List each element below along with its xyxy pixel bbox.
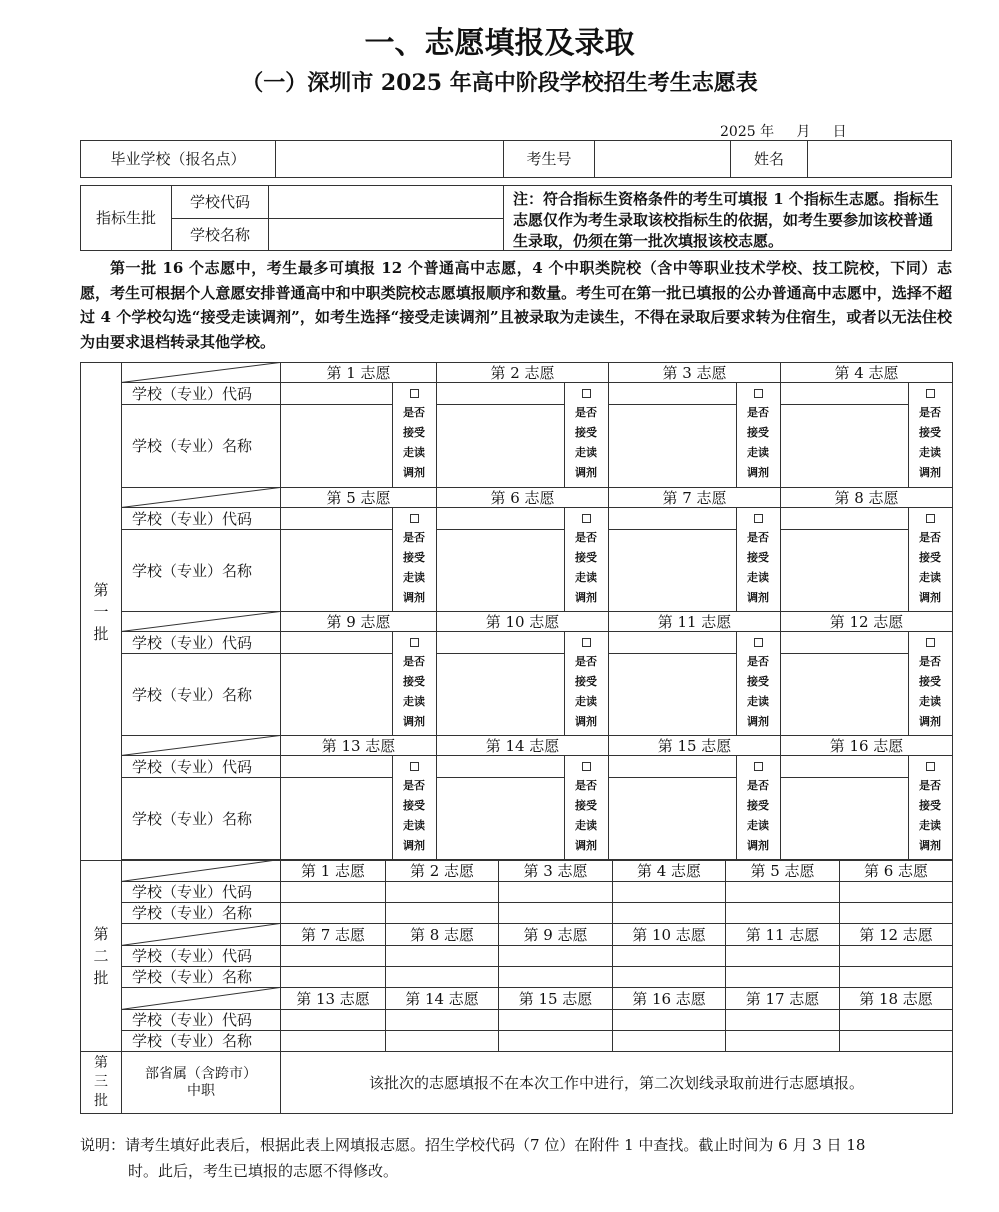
commute-adjust-label: 接受 [919,799,941,812]
batch2-name-field[interactable] [280,1030,386,1052]
commute-adjust-label: 调剂 [919,839,941,852]
quota-name-label: 学校名称 [171,218,269,251]
commute-adjust-label: 走读 [919,819,941,832]
batch1-name-field[interactable] [436,404,565,488]
commute-adjust-label: 调剂 [747,466,769,479]
commute-adjust-label: 是否 [747,406,769,419]
commute-adjust-label: 走读 [919,695,941,708]
batch1-code-field[interactable] [608,382,737,405]
commute-adjust-label: 是否 [575,779,597,792]
commute-adjust-label: 走读 [403,695,425,708]
commute-adjust-label: 是否 [403,779,425,792]
batch1-choice-header: 第 14 志愿 [436,735,609,756]
form-subtitle: （一）深圳市 2025 年高中阶段学校招生考生志愿表 [241,70,758,96]
batch2-name-field[interactable] [839,902,953,924]
commute-adjust-label: 调剂 [747,839,769,852]
commute-adjust-label: 走读 [575,446,597,459]
commute-adjust-label: 走读 [403,446,425,459]
batch1-choice-header: 第 16 志愿 [780,735,953,756]
batch1-choice-header: 第 3 志愿 [608,362,781,383]
batch2-choice-header: 第 1 志愿 [280,859,386,882]
batch1-choice-header: 第 7 志愿 [608,487,781,508]
batch2-code-field[interactable] [385,945,499,967]
commute-adjust-label: 走读 [747,446,769,459]
commute-adjust-label: 是否 [403,655,425,668]
commute-adjust-label: 走读 [747,695,769,708]
batch2-code-field[interactable] [725,881,840,903]
batch2-name-field[interactable] [498,966,613,988]
batch2-code-field[interactable] [280,945,386,967]
batch2-name-field[interactable] [280,966,386,988]
commute-adjust-label: 调剂 [575,715,597,728]
batch2-code-field[interactable] [385,881,499,903]
batch2-name-field[interactable] [498,902,613,924]
commute-adjust-checkbox[interactable] [582,638,591,647]
batch2-name-field[interactable] [385,1030,499,1052]
batch2-code-field[interactable] [498,945,613,967]
batch2-code-field[interactable] [280,1009,386,1031]
school-field[interactable] [275,140,504,178]
batch1-name-field[interactable] [608,404,737,488]
batch2-choice-header: 第 9 志愿 [498,923,613,946]
batch2-code-field[interactable] [839,1009,953,1031]
batch1-label-cell [80,362,122,861]
commute-adjust-label: 调剂 [575,591,597,604]
batch2-name-field[interactable] [725,1030,840,1052]
batch2-choice-header: 第 14 志愿 [385,987,499,1010]
batch2-label: 第 二 批 [93,925,109,987]
batch2-choice-header: 第 8 志愿 [385,923,499,946]
row-label-name: 学校（专业）名称 [121,777,281,861]
commute-adjust-label: 是否 [919,655,941,668]
name-field[interactable] [807,140,952,178]
quota-name-field[interactable] [268,218,504,251]
batch2-choice-header: 第 10 志愿 [612,923,726,946]
commute-adjust-label: 是否 [747,655,769,668]
commute-adjust-checkbox[interactable] [754,638,763,647]
commute-adjust-checkbox[interactable] [926,514,935,523]
batch3-label: 第 三 批 [94,1055,108,1109]
batch2-code-field[interactable] [612,1009,726,1031]
batch2-code-field[interactable] [498,881,613,903]
batch1-choice-header: 第 11 志愿 [608,611,781,632]
commute-adjust-label: 接受 [575,799,597,812]
commute-adjust-label: 是否 [919,779,941,792]
commute-adjust-label: 接受 [747,426,769,439]
commute-adjust-label: 接受 [403,426,425,439]
commute-adjust-label: 接受 [575,426,597,439]
batch1-choice-header: 第 6 志愿 [436,487,609,508]
batch1-code-field[interactable] [608,631,737,654]
exam-number-field[interactable] [594,140,731,178]
batch2-code-field[interactable] [839,945,953,967]
commute-adjust-label: 调剂 [747,715,769,728]
commute-adjust-label: 走读 [747,571,769,584]
commute-adjust-label: 调剂 [403,466,425,479]
commute-adjust-label: 调剂 [575,466,597,479]
batch1-name-field[interactable] [280,653,393,736]
commute-adjust-label: 是否 [919,406,941,419]
commute-adjust-label: 是否 [575,531,597,544]
commute-adjust-label: 走读 [403,571,425,584]
batch2-choice-header: 第 15 志愿 [498,987,613,1010]
commute-adjust-label: 接受 [575,551,597,564]
batch1-name-field[interactable] [280,404,393,488]
batch2-choice-header: 第 2 志愿 [385,859,499,882]
commute-adjust-label: 接受 [403,675,425,688]
row-label-name: 学校（专业）名称 [121,1030,281,1052]
commute-adjust-label: 走读 [575,819,597,832]
batch3-label-cell [80,1051,122,1114]
commute-adjust-label: 接受 [575,675,597,688]
batch1-name-field[interactable] [608,653,737,736]
batch2-name-field[interactable] [612,966,726,988]
batch1-choice-header: 第 5 志愿 [280,487,437,508]
batch3-note: 该批次的志愿填报不在本次工作中进行，第二次划线录取前进行志愿填报。 [280,1051,953,1114]
commute-adjust-label: 是否 [747,779,769,792]
batch2-name-field[interactable] [725,966,840,988]
batch1-name-field[interactable] [280,777,393,861]
batch1-code-field[interactable] [436,631,565,654]
batch1-name-field[interactable] [608,777,737,861]
row-label-code: 学校（专业）代码 [121,382,281,405]
batch1-code-field[interactable] [780,755,909,778]
row-label-code: 学校（专业）代码 [121,881,281,903]
batch2-choice-header: 第 5 志愿 [725,859,840,882]
exam-number-label: 考生号 [503,140,595,178]
batch1-code-field[interactable] [280,755,393,778]
batch2-name-field[interactable] [612,902,726,924]
commute-adjust-label: 走读 [919,571,941,584]
batch1-name-field[interactable] [436,653,565,736]
batch1-code-field[interactable] [780,507,909,530]
commute-adjust-label: 接受 [403,799,425,812]
batch1-choice-header: 第 13 志愿 [280,735,437,756]
quota-code-label: 学校代码 [171,185,269,219]
batch2-code-field[interactable] [725,945,840,967]
quota-batch-label: 指标生批 [80,185,172,251]
batch2-code-field[interactable] [839,881,953,903]
commute-adjust-label: 接受 [403,551,425,564]
batch2-name-field[interactable] [385,966,499,988]
row-label-name: 学校（专业）名称 [121,529,281,612]
batch1-code-field[interactable] [608,755,737,778]
batch2-choice-header: 第 11 志愿 [725,923,840,946]
batch1-name-field[interactable] [280,529,393,612]
batch2-name-field[interactable] [385,902,499,924]
commute-adjust-checkbox[interactable] [582,762,591,771]
batch2-name-field[interactable] [725,902,840,924]
commute-adjust-label: 是否 [403,406,425,419]
commute-adjust-checkbox[interactable] [754,514,763,523]
batch1-code-field[interactable] [280,382,393,405]
commute-adjust-label: 走读 [575,695,597,708]
date-line: 2025 年 月 日 [720,124,847,140]
batch2-choice-header: 第 16 志愿 [612,987,726,1010]
commute-adjust-checkbox[interactable] [582,514,591,523]
batch1-code-field[interactable] [280,507,393,530]
row-label-name: 学校（专业）名称 [121,404,281,488]
row-label-code: 学校（专业）代码 [121,507,281,530]
batch2-choice-header: 第 18 志愿 [839,987,953,1010]
batch1-choice-header: 第 1 志愿 [280,362,437,383]
batch2-choice-header: 第 6 志愿 [839,859,953,882]
batch2-name-field[interactable] [498,1030,613,1052]
batch1-code-field[interactable] [280,631,393,654]
quota-code-field[interactable] [268,185,504,219]
batch1-choice-header: 第 10 志愿 [436,611,609,632]
batch3-category: 部省属（含跨市） 中职 [121,1051,281,1114]
commute-adjust-label: 调剂 [403,591,425,604]
batch1-code-field[interactable] [780,382,909,405]
batch2-choice-header: 第 17 志愿 [725,987,840,1010]
batch1-code-field[interactable] [436,755,565,778]
batch1-code-field[interactable] [608,507,737,530]
batch1-name-field[interactable] [780,404,909,488]
batch1-code-field[interactable] [436,507,565,530]
commute-adjust-label: 接受 [747,799,769,812]
batch2-name-field[interactable] [839,966,953,988]
school-label: 毕业学校（报名点） [80,140,276,178]
row-label-code: 学校（专业）代码 [121,755,281,778]
batch2-name-field[interactable] [612,1030,726,1052]
batch1-choice-header: 第 15 志愿 [608,735,781,756]
row-label-code: 学校（专业）代码 [121,631,281,654]
commute-adjust-label: 走读 [919,446,941,459]
commute-adjust-label: 是否 [575,406,597,419]
batch1-name-field[interactable] [780,529,909,612]
commute-adjust-label: 接受 [747,551,769,564]
batch1-label: 第 一 批 [93,580,109,643]
footnote-line-1: 说明：请考生填好此表后，根据此表上网填报志愿。招生学校代码（7 位）在附件 1 中查找。截止时间为 6 月 3 日 18 [80,1136,866,1154]
batch2-name-field[interactable] [839,1030,953,1052]
batch2-code-field[interactable] [385,1009,499,1031]
batch2-choice-header: 第 7 志愿 [280,923,386,946]
batch2-label-cell [80,860,122,1052]
batch1-name-field[interactable] [436,529,565,612]
commute-adjust-label: 接受 [747,675,769,688]
commute-adjust-label: 接受 [919,551,941,564]
intro-paragraph: 第一批 16 个志愿中，考生最多可填报 12 个普通高中志愿，4 个中职类院校（含中等职业技术学校、技工院校，下同）志愿，考生可根据个人意愿安排普通高中和中职类院校志愿填报顺序和数量。考生可在第一批已填报的公办普通高中志愿中，选择不超过 4 个学校勾选“接受走读调剂”，如考生选择“接受走读调剂”且被录取为走读生，不得在录取后要求转为住宿生，或者以无法住校为由要求退档转录其他学校。 [80,259,952,351]
row-label-name: 学校（专业）名称 [121,966,281,988]
commute-adjust-label: 调剂 [403,715,425,728]
commute-adjust-label: 接受 [919,426,941,439]
commute-adjust-label: 调剂 [919,591,941,604]
commute-adjust-checkbox[interactable] [754,762,763,771]
commute-adjust-label: 调剂 [919,715,941,728]
commute-adjust-label: 走读 [403,819,425,832]
batch1-choice-header: 第 4 志愿 [780,362,953,383]
footnote [80,1132,960,1184]
batch2-code-field[interactable] [612,881,726,903]
name-label: 姓名 [730,140,808,178]
batch2-choice-header: 第 3 志愿 [498,859,613,882]
commute-adjust-label: 是否 [747,531,769,544]
batch2-code-field[interactable] [725,1009,840,1031]
commute-adjust-checkbox[interactable] [926,762,935,771]
commute-adjust-checkbox[interactable] [926,638,935,647]
commute-adjust-label: 是否 [575,655,597,668]
commute-adjust-label: 调剂 [919,466,941,479]
batch1-name-field[interactable] [436,777,565,861]
commute-adjust-checkbox[interactable] [582,389,591,398]
commute-adjust-checkbox[interactable] [410,638,419,647]
commute-adjust-label: 走读 [575,571,597,584]
commute-adjust-label: 是否 [919,531,941,544]
batch1-code-field[interactable] [780,631,909,654]
batch1-name-field[interactable] [780,777,909,861]
batch1-name-field[interactable] [780,653,909,736]
commute-adjust-label: 调剂 [403,839,425,852]
batch2-name-field[interactable] [280,902,386,924]
commute-adjust-checkbox[interactable] [410,762,419,771]
batch1-name-field[interactable] [608,529,737,612]
batch1-choice-header: 第 12 志愿 [780,611,953,632]
commute-adjust-label: 是否 [403,531,425,544]
row-label-code: 学校（专业）代码 [121,1009,281,1031]
batch2-choice-header: 第 4 志愿 [612,859,726,882]
batch2-code-field[interactable] [280,881,386,903]
batch1-choice-header: 第 8 志愿 [780,487,953,508]
batch2-code-field[interactable] [612,945,726,967]
row-label-code: 学校（专业）代码 [121,945,281,967]
commute-adjust-label: 接受 [919,675,941,688]
batch1-choice-header: 第 9 志愿 [280,611,437,632]
commute-adjust-checkbox[interactable] [410,389,419,398]
batch1-choice-header: 第 2 志愿 [436,362,609,383]
batch2-choice-header: 第 13 志愿 [280,987,386,1010]
row-label-name: 学校（专业）名称 [121,902,281,924]
batch2-code-field[interactable] [498,1009,613,1031]
commute-adjust-checkbox[interactable] [754,389,763,398]
commute-adjust-checkbox[interactable] [410,514,419,523]
commute-adjust-checkbox[interactable] [926,389,935,398]
page-title: 一、志愿填报及录取 [364,26,635,61]
commute-adjust-label: 走读 [747,819,769,832]
batch1-code-field[interactable] [436,382,565,405]
commute-adjust-label: 调剂 [575,839,597,852]
batch2-choice-header: 第 12 志愿 [839,923,953,946]
quota-note: 注：符合指标生资格条件的考生可填报 1 个指标生志愿。指标生志愿仅作为考生录取该校指标生的依据，如考生要参加该校普通生录取，仍须在第一批次填报该校志愿。 [513,190,939,250]
commute-adjust-label: 调剂 [747,591,769,604]
row-label-name: 学校（专业）名称 [121,653,281,736]
footnote-line-2: 时。此后，考生已填报的志愿不得修改。 [128,1162,399,1180]
